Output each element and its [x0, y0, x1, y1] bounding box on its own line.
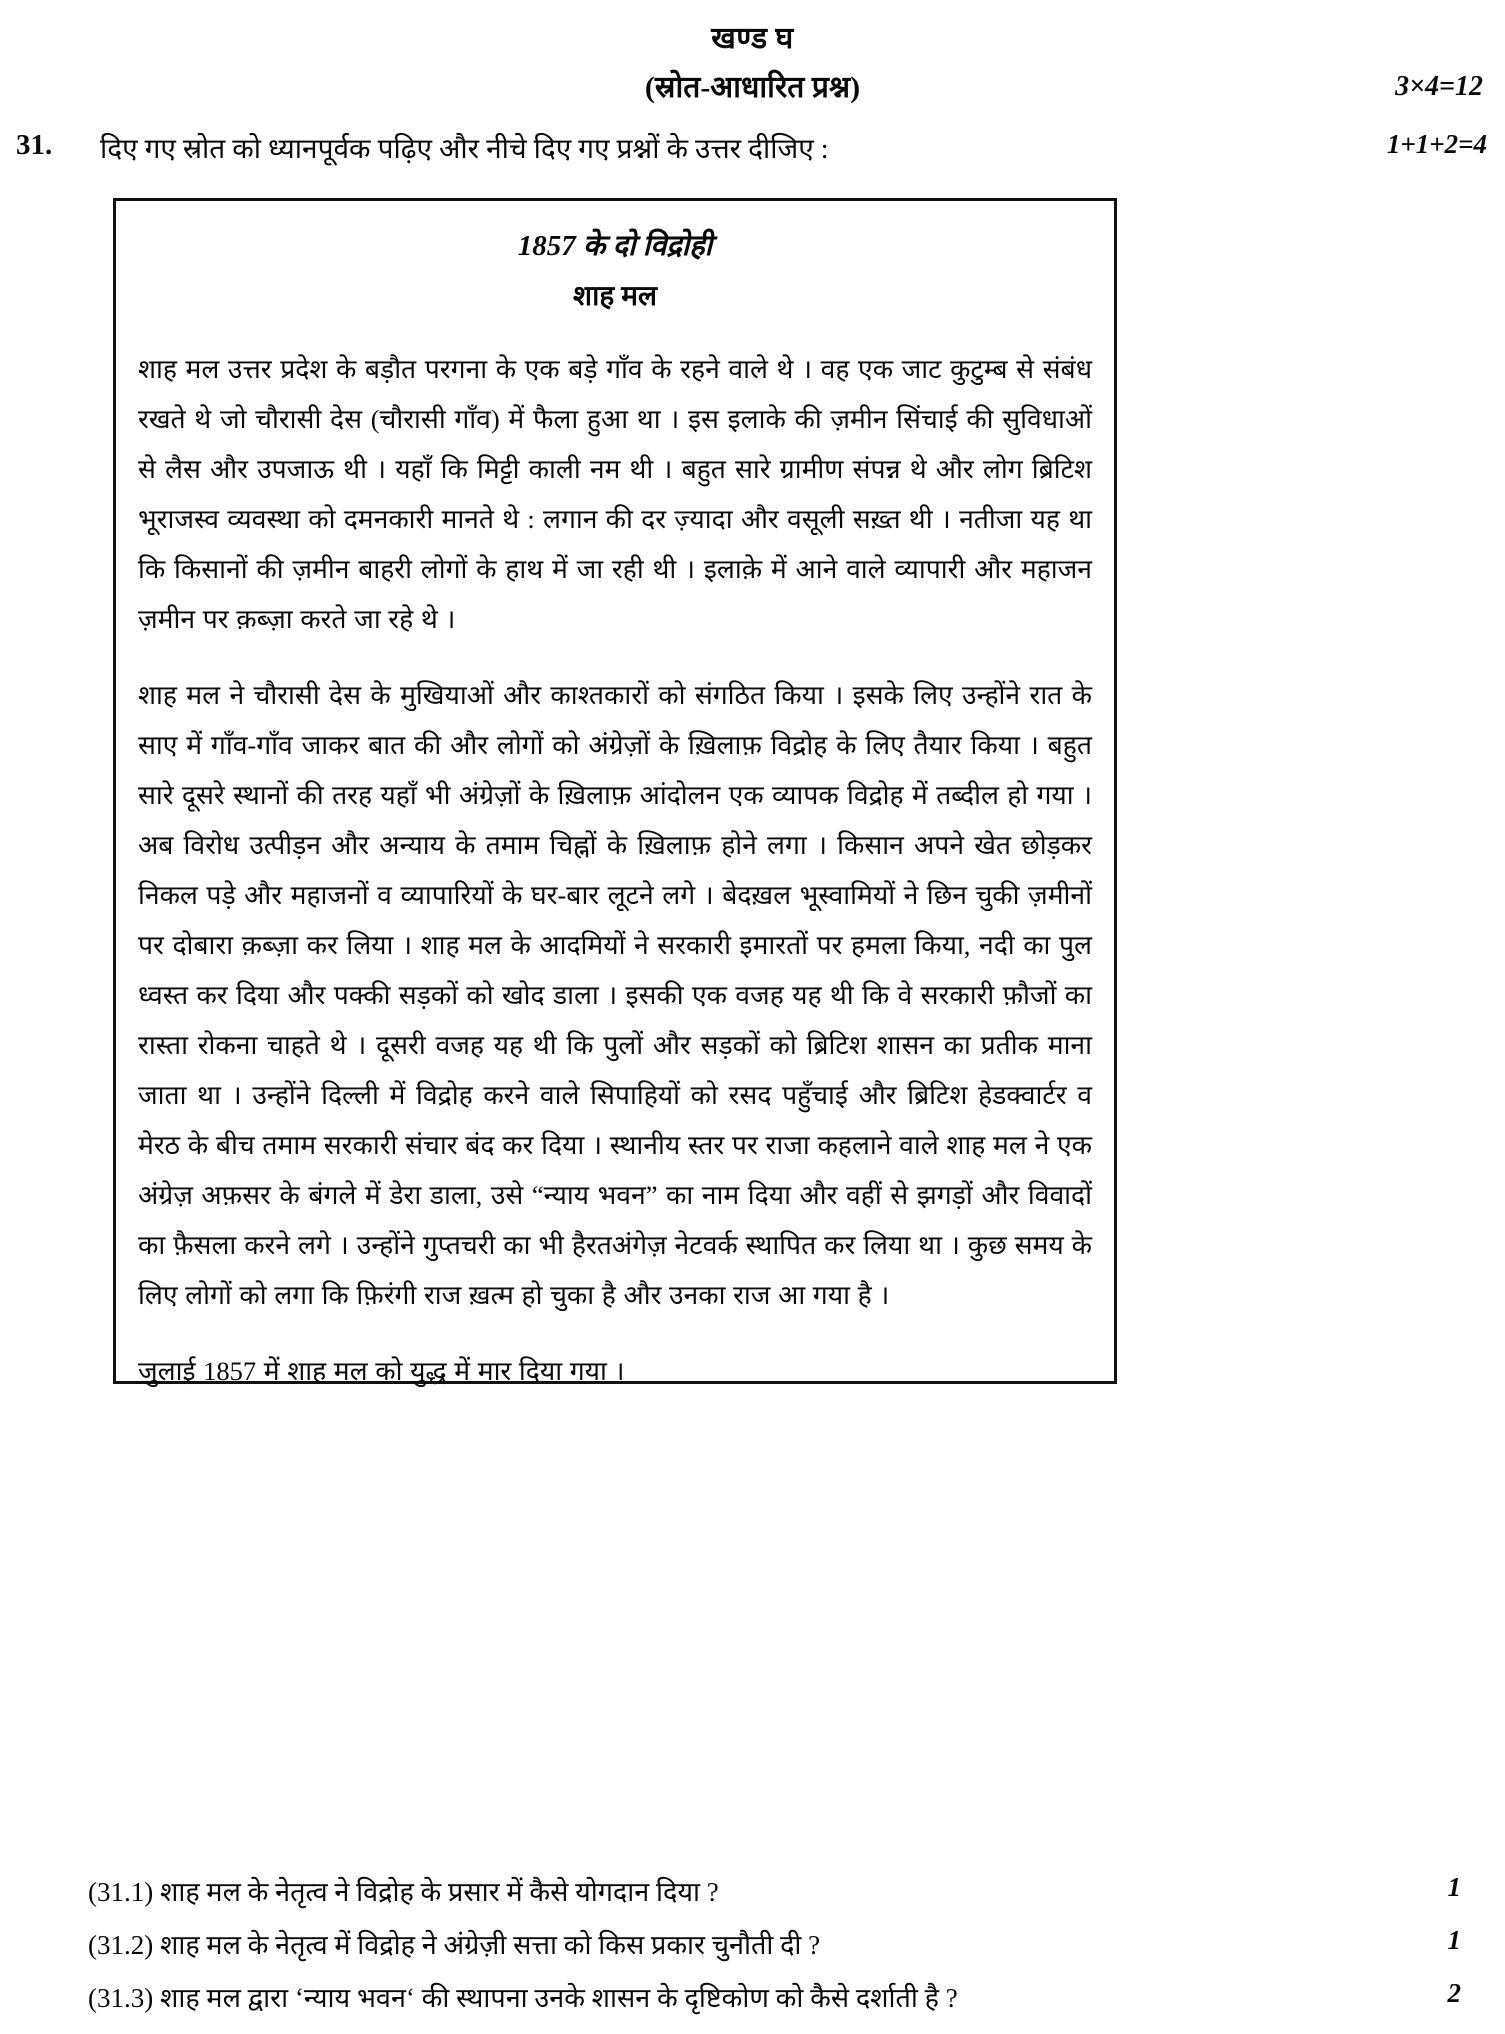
- sub-question-item: [88, 1978, 1483, 2031]
- sub-question-text: (31.3) शाह मल द्वारा ‘न्याय भवन‘ की स्थापना उनके शासन के दृष्टिकोण को कैसे दर्शाती है ?: [88, 1983, 958, 2013]
- source-paragraph-1: शाह मल उत्तर प्रदेश के बड़ौत परगना के एक बड़े गाँव के रहने वाले थे । वह एक जाट कुटुम्ब से संबंध रखते थे जो चौरासी देस (चौरासी गाँव) में फैला हुआ था । इस इलाके की ज़मीन सिंचाई की सुविधाओं से लैस और उपजाऊ थी । यहाँ कि मिट्टी काली नम थी । बहुत सारे ग्रामीण संपन्न थे और लोग ब्रिटिश भूराजस्व व्यवस्था को दमनकारी मानते थे : लगान की दर ज़्यादा और वसूली सख़्त थी । नतीजा यह था कि किसानों की ज़मीन बाहरी लोगों के हाथ में जा रही थी । इलाक़े में आने वाले व्यापारी और महाजन ज़मीन पर क़ब्ज़ा करते जा रहे थे ।: [138, 354, 1092, 634]
- sub-question-list: [88, 1872, 1483, 2031]
- question-stem-row: [0, 129, 1505, 173]
- section-subheading: (स्रोत-आधारित प्रश्न): [644, 71, 861, 104]
- question-marks: 1+1+2=4: [1386, 129, 1487, 159]
- question-stem-text: दिए गए स्रोत को ध्यानपूर्वक पढ़िए और नीचे दिए गए प्रश्नों के उत्तर दीजिए :: [100, 134, 829, 165]
- sub-question-marks: 1: [1447, 1925, 1461, 1955]
- source-paragraph-3: जुलाई 1857 में शाह मल को युद्ध में मार दिया गया ।: [138, 1356, 625, 1386]
- sub-question-item: [88, 1872, 1483, 1925]
- source-subtitle: शाह मल: [573, 281, 657, 312]
- source-extract-box: [113, 198, 1117, 1384]
- sub-question-item: [88, 1925, 1483, 1978]
- question-number: 31.: [16, 129, 53, 161]
- section-marks: 3×4=12: [1395, 71, 1483, 102]
- section-heading: खण्ड घ: [711, 22, 794, 55]
- sub-question-marks: 2: [1447, 1978, 1461, 2008]
- source-paragraph-2: शाह मल ने चौरासी देस के मुखियाओं और काश्तकारों को संगठित किया । इसके लिए उन्होंने रात के साए में गाँव-गाँव जाकर बात की और लोगों को अंग्रेज़ों के ख़िलाफ़ विद्रोह के लिए तैयार किया । बहुत सारे दूसरे स्थानों की तरह यहाँ भी अंग्रेज़ों के ख़िलाफ़ आंदोलन एक व्यापक विद्रोह में तब्दील हो गया । अब विरोध उत्पीड़न और अन्याय के तमाम चिह्नों के ख़िलाफ़ होने लगा । किसान अपने खेत छोड़कर निकल पड़े और महाजनों व व्यापारियों के घर-बार लूटने लगे । बेदख़ल भूस्वामियों ने छिन चुकी ज़मीनों पर दोबारा क़ब्ज़ा कर लिया । शाह मल के आदमियों ने सरकारी इमारतों पर हमला किया, नदी का पुल ध्वस्त कर दिया और पक्की सड़कों को खोद डाला । इसकी एक वजह यह थी कि वे सरकारी फ़ौजों का रास्ता रोकना चाहते थे । दूसरी वजह यह थी कि पुलों और सड़कों को ब्रिटिश शासन का प्रतीक माना जाता था । उन्होंने दिल्ली में विद्रोह करने वाले सिपाहियों को रसद पहुँचाई और ब्रिटिश हेडक्वार्टर व मेरठ के बीच तमाम सरकारी संचार बंद कर दिया । स्थानीय स्तर पर राजा कहलाने वाले शाह मल ने एक अंग्रेज़ अफ़सर के बंगले में डेरा डाला, उसे “न्याय भवन” का नाम दिया और वहीं से झगड़ों और विवादों का फ़ैसला करने लगे । उन्होंने गुप्तचरी का भी हैरतअंगेज़ नेटवर्क स्थापित कर लिया था । कुछ समय के लिए लोगों को लगा कि फ़िरंगी राज ख़त्म हो चुका है और उनका राज आ गया है ।: [138, 680, 1092, 1310]
- sub-question-text: (31.2) शाह मल के नेतृत्व में विद्रोह ने अंग्रेज़ी सत्ता को किस प्रकार चुनौती दी ?: [88, 1930, 821, 1960]
- sub-question-text: (31.1) शाह मल के नेतृत्व ने विद्रोह के प्रसार में कैसे योगदान दिया ?: [88, 1877, 719, 1907]
- section-subheading-row: [0, 71, 1505, 111]
- source-title: 1857 के दो विद्रोही: [517, 230, 713, 262]
- sub-question-marks: 1: [1447, 1872, 1461, 1902]
